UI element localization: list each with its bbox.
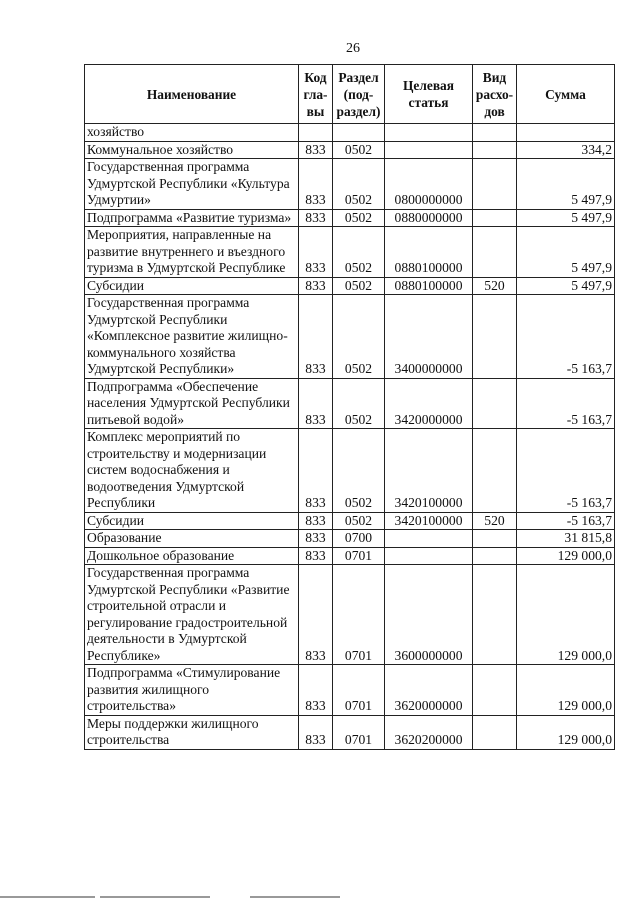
cell-sum: -5 163,7 (517, 512, 615, 530)
cell-name: хозяйство (85, 124, 299, 142)
cell-expense-type (473, 565, 517, 665)
cell-code: 833 (299, 378, 333, 429)
cell-code: 833 (299, 715, 333, 749)
cell-section: 0502 (333, 141, 385, 159)
table-header-row (85, 65, 615, 124)
cell-name: Меры поддержки жилищного строительства (85, 715, 299, 749)
cell-code: 833 (299, 547, 333, 565)
header-expense-type: Вид расхо-дов (473, 65, 517, 124)
cell-target: 3420000000 (385, 378, 473, 429)
cell-expense-type (473, 429, 517, 513)
cell-section: 0502 (333, 227, 385, 278)
cell-expense-type (473, 159, 517, 210)
cell-section: 0502 (333, 512, 385, 530)
cell-target: 3620200000 (385, 715, 473, 749)
table-row (85, 565, 615, 665)
cell-sum: -5 163,7 (517, 378, 615, 429)
cell-target: 3620000000 (385, 665, 473, 716)
cell-sum: 129 000,0 (517, 715, 615, 749)
cell-expense-type (473, 715, 517, 749)
header-target: Целевая статья (385, 65, 473, 124)
cell-name: Комплекс мероприятий по строительству и модернизации систем водоснабжения и водоотведения Удмуртской Республики (85, 429, 299, 513)
table-row (85, 277, 615, 295)
cell-expense-type: 520 (473, 512, 517, 530)
cell-name: Дошкольное образование (85, 547, 299, 565)
table-row (85, 159, 615, 210)
footer-line (250, 896, 340, 898)
cell-name: Подпрограмма «Стимулирование развития жилищного строительства» (85, 665, 299, 716)
cell-sum: -5 163,7 (517, 295, 615, 379)
page-number: 26 (346, 41, 360, 56)
cell-target (385, 124, 473, 142)
cell-sum: 334,2 (517, 141, 615, 159)
cell-section: 0701 (333, 547, 385, 565)
header-code: Код гла-вы (299, 65, 333, 124)
cell-expense-type (473, 378, 517, 429)
cell-name: Государственная программа Удмуртской Республики «Комплексное развитие жилищно-коммунального хозяйства Удмуртской Республики» (85, 295, 299, 379)
cell-target: 3400000000 (385, 295, 473, 379)
cell-target (385, 141, 473, 159)
cell-expense-type (473, 665, 517, 716)
cell-sum: 129 000,0 (517, 565, 615, 665)
table-row (85, 209, 615, 227)
cell-name: Мероприятия, направленные на развитие внутреннего и въездного туризма в Удмуртской Республике (85, 227, 299, 278)
cell-code: 833 (299, 512, 333, 530)
cell-expense-type (473, 227, 517, 278)
cell-name: Государственная программа Удмуртской Республики «Культура Удмуртии» (85, 159, 299, 210)
cell-section: 0701 (333, 715, 385, 749)
cell-expense-type (473, 124, 517, 142)
cell-code: 833 (299, 141, 333, 159)
table-row (85, 124, 615, 142)
cell-name: Образование (85, 530, 299, 548)
cell-code: 833 (299, 295, 333, 379)
header-section: Раздел (под-раздел) (333, 65, 385, 124)
cell-section: 0701 (333, 565, 385, 665)
table-row (85, 547, 615, 565)
table-row (85, 665, 615, 716)
cell-target: 0880100000 (385, 277, 473, 295)
cell-target: 3420100000 (385, 512, 473, 530)
cell-sum: 129 000,0 (517, 665, 615, 716)
cell-section: 0502 (333, 209, 385, 227)
cell-code: 833 (299, 209, 333, 227)
cell-sum (517, 124, 615, 142)
cell-target: 0880100000 (385, 227, 473, 278)
cell-section: 0502 (333, 159, 385, 210)
cell-sum: 31 815,8 (517, 530, 615, 548)
cell-sum: 5 497,9 (517, 227, 615, 278)
cell-name: Коммунальное хозяйство (85, 141, 299, 159)
table-row (85, 141, 615, 159)
cell-code: 833 (299, 429, 333, 513)
footer-line (0, 896, 95, 898)
table-row (85, 530, 615, 548)
cell-code: 833 (299, 665, 333, 716)
cell-code: 833 (299, 227, 333, 278)
cell-expense-type (473, 295, 517, 379)
cell-expense-type (473, 530, 517, 548)
table-row (85, 378, 615, 429)
cell-name: Подпрограмма «Развитие туризма» (85, 209, 299, 227)
cell-name: Подпрограмма «Обеспечение населения Удмуртской Республики питьевой водой» (85, 378, 299, 429)
budget-table (84, 64, 615, 750)
cell-expense-type (473, 141, 517, 159)
cell-target (385, 530, 473, 548)
cell-expense-type: 520 (473, 277, 517, 295)
table-row (85, 295, 615, 379)
cell-code: 833 (299, 159, 333, 210)
cell-name: Субсидии (85, 277, 299, 295)
cell-section: 0502 (333, 378, 385, 429)
cell-expense-type (473, 209, 517, 227)
cell-section: 0502 (333, 277, 385, 295)
cell-sum: -5 163,7 (517, 429, 615, 513)
cell-sum: 129 000,0 (517, 547, 615, 565)
header-sum: Сумма (517, 65, 615, 124)
table-row (85, 512, 615, 530)
cell-code: 833 (299, 277, 333, 295)
cell-section: 0502 (333, 429, 385, 513)
cell-section (333, 124, 385, 142)
cell-sum: 5 497,9 (517, 277, 615, 295)
table-row (85, 227, 615, 278)
header-name: Наименование (85, 65, 299, 124)
cell-section: 0701 (333, 665, 385, 716)
cell-section: 0502 (333, 295, 385, 379)
cell-target: 0880000000 (385, 209, 473, 227)
cell-name: Субсидии (85, 512, 299, 530)
cell-sum: 5 497,9 (517, 159, 615, 210)
cell-target: 3600000000 (385, 565, 473, 665)
cell-target (385, 547, 473, 565)
table-row (85, 715, 615, 749)
cell-target: 0800000000 (385, 159, 473, 210)
cell-target: 3420100000 (385, 429, 473, 513)
cell-expense-type (473, 547, 517, 565)
table-row (85, 429, 615, 513)
cell-code: 833 (299, 565, 333, 665)
cell-name: Государственная программа Удмуртской Республики «Развитие строительной отрасли и регулирование градостроительной деятельности в Удмуртской Республике» (85, 565, 299, 665)
cell-code: 833 (299, 530, 333, 548)
footer-line (100, 896, 210, 898)
cell-code (299, 124, 333, 142)
cell-sum: 5 497,9 (517, 209, 615, 227)
cell-section: 0700 (333, 530, 385, 548)
